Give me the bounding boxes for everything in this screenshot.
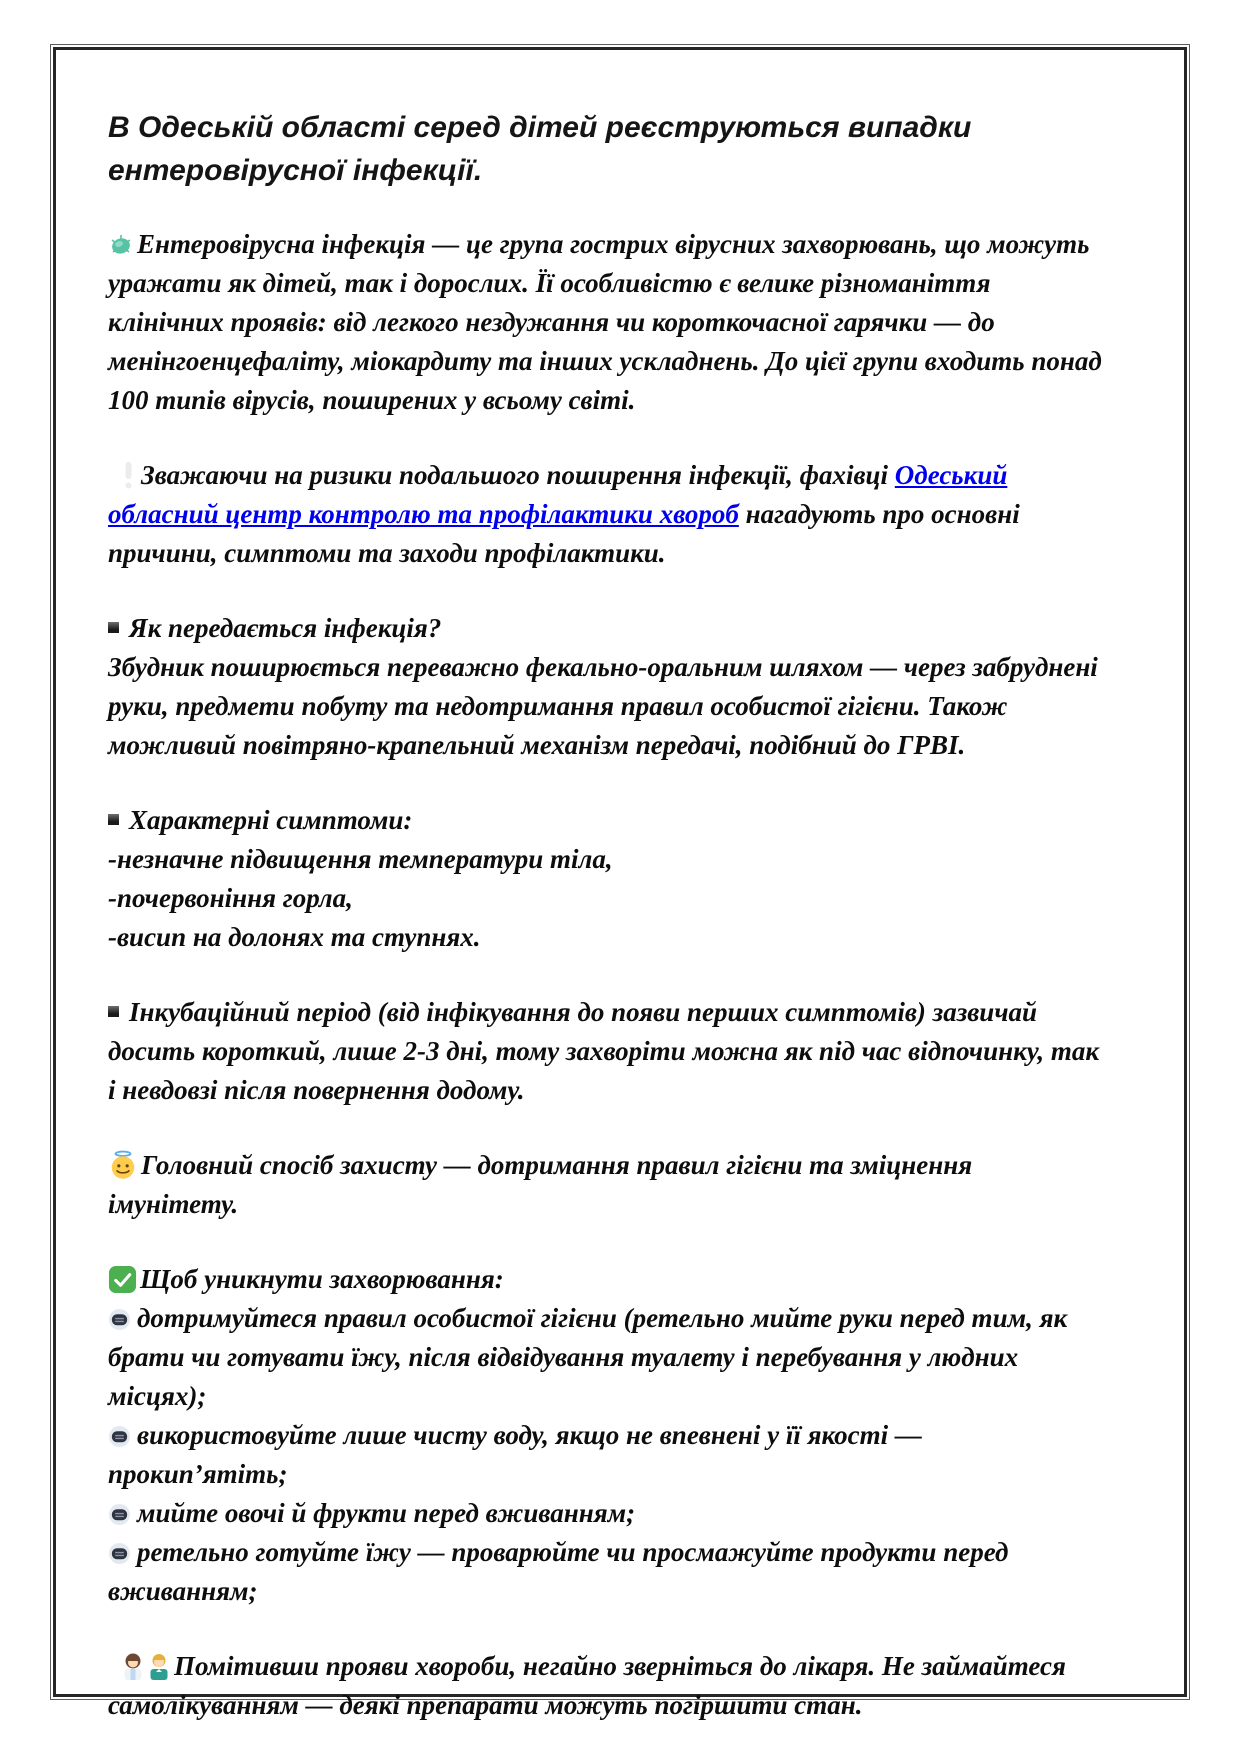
page-border-inner	[53, 47, 1187, 1720]
protection-text: Головний спосіб захисту — дотримання правил гігієни та зміцнення імунітету.	[108, 1150, 973, 1219]
black-square-bullet-icon	[108, 1006, 119, 1017]
prevention-item	[108, 1494, 1104, 1533]
prevention-item-text: дотримуйтеся правил особистої гігієни (ретельно мийте руки перед тим, як брати чи готувати їжу, після відвідування туалету і перебування у людних місцях);	[108, 1303, 1068, 1411]
microbe-icon	[108, 232, 134, 256]
symptom-item: -незначне підвищення температури тіла,	[108, 844, 613, 874]
prevention-item	[108, 1416, 1104, 1494]
green-check-mark-icon	[108, 1265, 137, 1294]
black-square-bullet-icon	[108, 814, 119, 825]
page-content	[56, 50, 1184, 1720]
prevention-item-text: мийте овочі й фрукти перед вживанням;	[137, 1498, 636, 1528]
prevention-heading: Щоб уникнути захворювання:	[140, 1264, 504, 1294]
page-title: В Одеській області серед дітей реєструються випадки ентеровірусної інфекції.	[108, 111, 972, 187]
incubation-paragraph	[108, 993, 1104, 1110]
intro-paragraph	[108, 225, 1104, 420]
prevention-item-text: ретельно готуйте їжу — проварюйте чи просмажуйте продукти перед вживанням;	[108, 1537, 1009, 1606]
prevention-section	[108, 1260, 1104, 1611]
symptom-item: -почервоніння горла,	[108, 883, 353, 913]
symptoms-heading-line	[108, 801, 1104, 840]
prevention-item-text: використовуйте лише чисту воду, якщо не впевнені у її якості — прокип’ятіть;	[108, 1420, 922, 1489]
page-border-outer	[50, 44, 1190, 1720]
notice-paragraph	[108, 456, 1104, 573]
notice-text-after-link: нагадують про основні причини, симптоми та заходи профілактики.	[108, 499, 1020, 568]
woman-health-worker-icon	[122, 1652, 144, 1681]
transmission-heading: Як передається інфекція?	[129, 613, 442, 643]
prevention-heading-line	[108, 1260, 1104, 1299]
white-exclamation-icon	[122, 461, 135, 490]
notice-text-before-link: Зважаючи на ризики подальшого поширення інфекції, фахівці	[141, 460, 895, 490]
smiling-face-with-halo-icon	[108, 1150, 138, 1180]
transmission-section	[108, 609, 1104, 765]
prevention-item	[108, 1299, 1104, 1416]
soap-icon	[108, 1308, 131, 1331]
man-health-worker-icon	[148, 1652, 170, 1681]
doctor-advice-text: Помітивши прояви хвороби, негайно зверніться до лікаря. Не займайтеся самолікуванням — деякі препарати можуть погіршити стан.	[108, 1651, 1066, 1720]
protection-paragraph	[108, 1146, 1104, 1224]
health-center-link[interactable]: Одеський обласний центр контролю та профілактики хвороб	[108, 460, 1008, 529]
soap-icon	[108, 1503, 131, 1526]
symptoms-section	[108, 801, 1104, 957]
black-square-bullet-icon	[108, 622, 119, 633]
incubation-text: Інкубаційний період (від інфікування до появи перших симптомів) зазвичай досить короткий, лише 2-3 дні, тому захворіти можна як під час відпочинку, так і невдовзі після повернення додому.	[108, 997, 1100, 1105]
symptom-item: -висип на долонях та ступнях.	[108, 922, 481, 952]
transmission-heading-line	[108, 609, 1104, 648]
symptoms-heading: Характерні симптоми:	[129, 805, 413, 835]
soap-icon	[108, 1542, 131, 1565]
soap-icon	[108, 1425, 131, 1448]
prevention-item	[108, 1533, 1104, 1611]
doctor-advice-paragraph	[108, 1647, 1104, 1725]
intro-text: Ентеровірусна інфекція — це група гострих вірусних захворювань, що можуть уражати як дітей, так і дорослих. Її особливістю є велике різноманіття клінічних проявів: від легкого нездужання чи короткочасної гарячки — до менінгоенцефаліту, міокардиту та інших ускладнень. До цієї групи входить понад 100 типів вірусів, поширених у всьому світі.	[108, 229, 1102, 415]
transmission-body: Збудник поширюється переважно фекально-оральним шляхом — через забруднені руки, предмети побуту та недотримання правил особистої гігієни. Також можливий повітряно-крапельний механізм передачі, подібний до ГРВІ.	[108, 652, 1098, 760]
